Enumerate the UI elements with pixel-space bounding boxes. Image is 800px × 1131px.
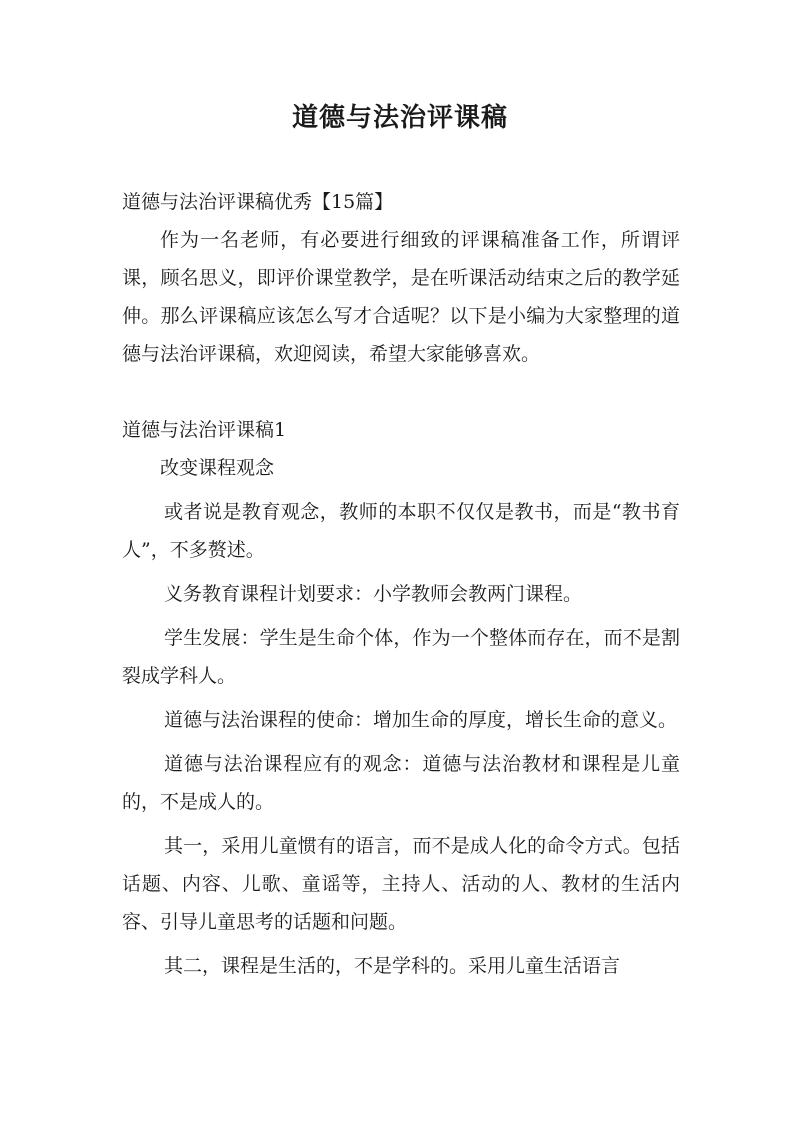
document-body	[122, 183, 680, 985]
body-paragraph: 道德与法治课程应有的观念：道德与法治教材和课程是儿童的，不是成人的。	[122, 753, 680, 813]
intro-paragraph: 作为一名老师，有必要进行细致的评课稿准备工作，所谓评课，顾名思义，即评价课堂教学，是在听课活动结束之后的教学延伸。那么评课稿应该怎么写才合适呢？以下是小编为大家整理的道德与法治评课稿，欢迎阅读，希望大家能够喜欢。	[122, 229, 680, 365]
body-paragraph: 其二，课程是生活的，不是学科的。采用儿童生活语言	[164, 955, 621, 977]
section-heading: 道德与法治评课稿1	[122, 419, 287, 441]
body-paragraph: 或者说是教育观念，教师的本职不仅仅是教书，而是“教书育人”，不多赘述。	[122, 501, 680, 561]
body-paragraph: 其一，采用儿童惯有的语言，而不是成人化的命令方式。包括话题、内容、儿歌、童谣等，主持人、活动的人、教材的生活内容、引导儿童思考的话题和问题。	[122, 835, 680, 933]
document-title: 道德与法治评课稿	[291, 103, 508, 133]
body-paragraph: 道德与法治课程的使命：增加生命的厚度，增长生命的意义。	[164, 709, 678, 731]
document-subtitle: 道德与法治评课稿优秀【15篇】	[122, 191, 394, 213]
section-subheading: 改变课程观念	[160, 457, 275, 479]
body-paragraph: 义务教育课程计划要求：小学教师会教两门课程。	[164, 583, 583, 605]
body-paragraph: 学生发展：学生是生命个体，作为一个整体而存在，而不是割裂成学科人。	[122, 627, 680, 687]
